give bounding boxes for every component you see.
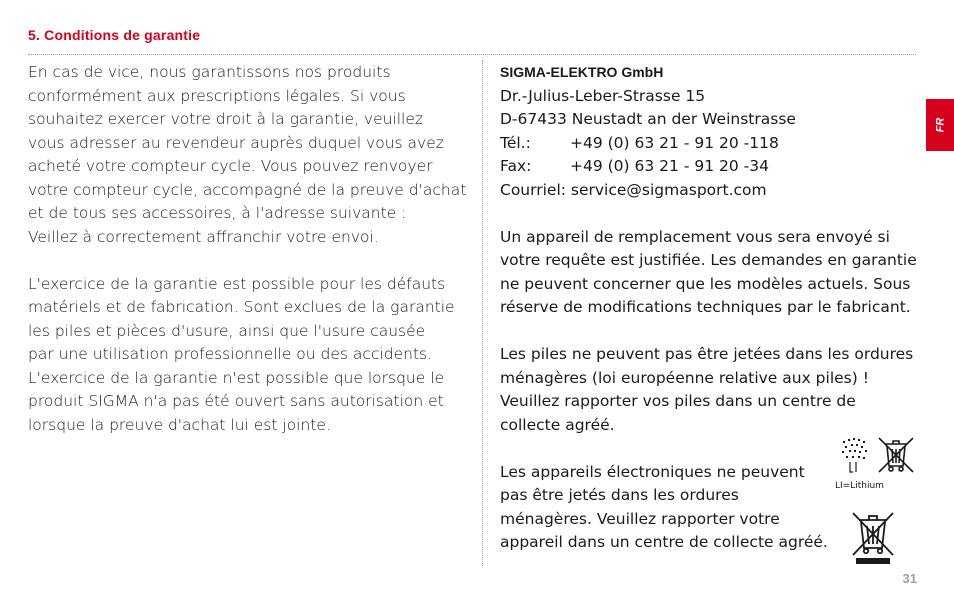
text-line: produit SIGMA n'a pas été ouvert sans autorisation et xyxy=(28,392,444,410)
batteries-paragraph xyxy=(500,343,930,437)
text-line: ne peuvent concerner que les modèles actuels. Sous xyxy=(500,274,911,293)
text-line: L'exercice de la garantie est possible pour les défauts xyxy=(28,274,446,293)
left-column xyxy=(28,61,468,437)
text-line: Les appareils électroniques ne peuvent xyxy=(500,462,805,481)
fax-label: Fax: xyxy=(500,157,532,175)
lithium-label: LI=Lithium xyxy=(835,481,884,491)
text-line: et de tous ses accessoires, à l'adresse suivante : xyxy=(28,204,407,222)
text-line: ménagères. Veuillez rapporter votre xyxy=(500,509,780,528)
battery-icon xyxy=(841,438,871,476)
text-line: Veuillez rapporter vos piles dans un centre de xyxy=(500,392,856,410)
text-line: ménagères (loi européenne relative aux piles) ! xyxy=(500,368,869,387)
language-label: FR xyxy=(933,117,946,133)
text-line: collecte agréé. xyxy=(500,415,615,434)
text-line: En cas de vice, nous garantissons nos produits xyxy=(28,63,391,81)
text-line: lorsque la preuve d'achat lui est jointe. xyxy=(28,415,331,434)
phone-label: Tél.: xyxy=(500,133,531,152)
crossed-out-bin-icon xyxy=(875,434,917,476)
city-address: D-67433 Neustadt an der Weinstrasse xyxy=(500,110,796,128)
text-line: réserve de modifications techniques par le fabricant. xyxy=(500,298,911,316)
fax-number: +49 (0) 63 21 - 91 20 -34 xyxy=(570,157,769,175)
replacement-paragraph xyxy=(500,226,930,320)
exclusions-paragraph xyxy=(28,273,468,438)
text-line: Les piles ne peuvent pas être jetées dans les ordures xyxy=(500,345,914,363)
text-line: Un appareil de remplacement vous sera envoyé si xyxy=(500,227,890,246)
text-line: votre compteur cycle, accompagné de la preuve d'achat xyxy=(28,180,467,199)
text-line: votre requête est justifiée. Les demandes en garantie xyxy=(500,251,917,269)
text-line: appareil dans un centre de collecte agréé. xyxy=(500,533,828,551)
text-line: souhaitez exercer votre droit à la garantie, veuillez xyxy=(28,110,424,128)
text-line: L'exercice de la garantie n'est possible que lorsque le xyxy=(28,368,445,387)
street-address: Dr.-Julius-Leber-Strasse 15 xyxy=(500,86,706,105)
fax-row xyxy=(500,155,930,179)
text-line: Veillez à correctement affranchir votre envoi. xyxy=(28,227,379,246)
text-line: acheté votre compteur cycle. Vous pouvez renvoyer xyxy=(28,157,433,175)
language-tab xyxy=(926,99,954,151)
text-line: vous adresser au revendeur auprès duquel vous avez xyxy=(28,133,444,152)
text-line: pas être jetés dans les ordures xyxy=(500,486,739,504)
page-number: 31 xyxy=(902,571,917,586)
company-name: SIGMA-ELEKTRO GmbH xyxy=(500,64,664,80)
email-line: Courriel: service@sigmasport.com xyxy=(500,180,767,199)
column-divider xyxy=(482,60,483,566)
section-heading: 5. Conditions de garantie xyxy=(28,27,201,43)
top-divider xyxy=(28,54,916,55)
text-line: les piles et pièces d'usure, ainsi que l'usure causée xyxy=(28,321,426,340)
text-line: matériels et de fabrication. Sont exclues de la garantie xyxy=(28,298,455,316)
phone-row xyxy=(500,132,930,156)
text-line: par une utilisation professionnelle ou des accidents. xyxy=(28,345,433,363)
phone-number: +49 (0) 63 21 - 91 20 -118 xyxy=(570,133,779,152)
text-line: conformément aux prescriptions légales. Si vous xyxy=(28,86,406,105)
warranty-paragraph xyxy=(28,61,468,249)
battery-disposal-icons xyxy=(835,434,919,494)
address-block xyxy=(500,61,930,202)
crossed-out-bin-icon xyxy=(850,510,896,566)
